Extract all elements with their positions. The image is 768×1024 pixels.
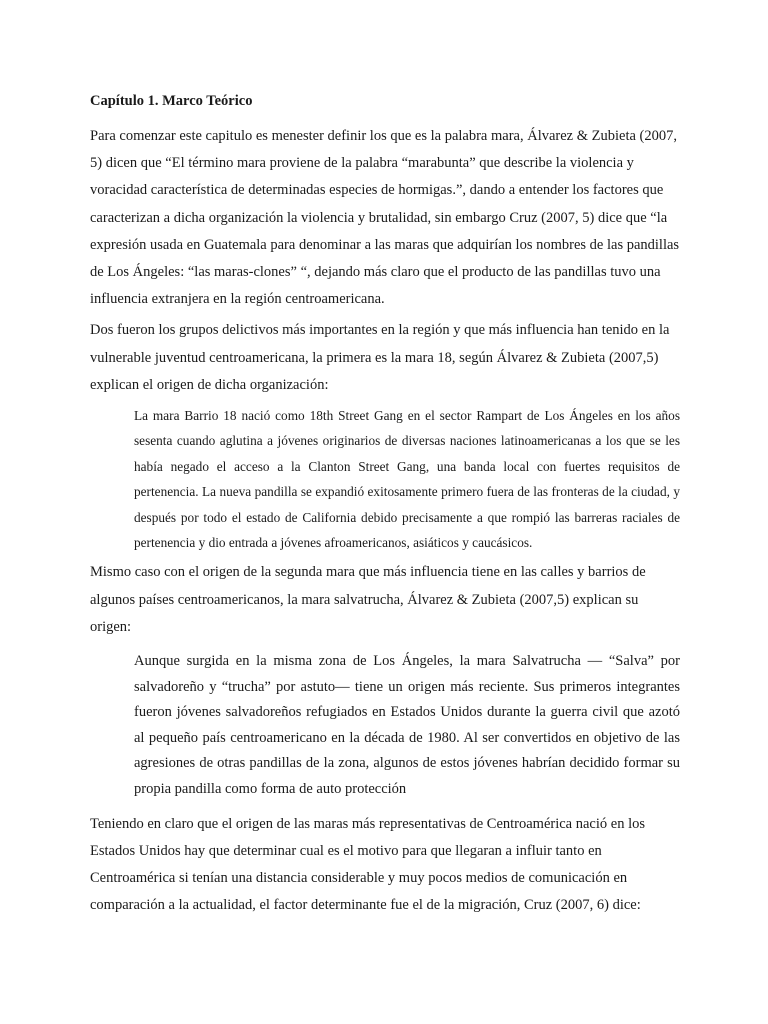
block-quote-barrio-18: La mara Barrio 18 nació como 18th Street Gang en el sector Rampart de Los Ángeles en los años sesenta cuando aglutina a jóvenes originarios de diversas naciones latinoamericanas a los que se les había negado el acceso a la Clanton Street Gang, una banda local con fuertes requisitos de pertenencia. La nueva pandilla se expandió exitosamente primero fuera de las fronteras de la ciudad, y después por todo el estado de California debido precisamente a que rompió las barreras raciales de pertenencia y dio entrada a jóvenes afroamericanos, asiáticos y caucásicos. [134,408,680,551]
block-quote-salvatrucha: Aunque surgida en la misma zona de Los Ángeles, la mara Salvatrucha — “Salva” por salvadoreño y “trucha” por astuto— tiene un origen más reciente. Sus primeros integrantes fueron jóvenes salvadoreños refugiados en Estados Unidos durante la guerra civil que azotó al pequeño país centroamericano en la década de 1980. Al ser convertidos en objetivo de las agresiones de otras pandillas de la zona, algunos de estos jóvenes habrían decidido formar su propia pandilla como forma de auto protección [134,653,680,798]
chapter-title: Capítulo 1. Marco Teórico [90,93,253,109]
paragraph-salvatrucha-intro: Mismo caso con el origen de la segunda mara que más influencia tiene en las calles y barrios de algunos países centroamericanos, la mara salvatrucha, Álvarez & Zubieta (2007,5) explican su origen: [90,564,646,635]
paragraph-migration: Teniendo en claro que el origen de las maras más representativas de Centroamérica nació en los Estados Unidos hay que determinar cual es el motivo para que llegaran a influir tanto en Centroamérica si tenían una distancia considerable y muy pocos medios de comunicación en comparación a la actualidad, el factor determinante fue el de la migración, Cruz (2007, 6) dice: [90,815,645,914]
paragraph-mara-definition: Para comenzar este capitulo es menester definir los que es la palabra mara, Álvarez & Zubieta (2007, 5) dicen que “El término mara proviene de la palabra “marabunta” que describe la violencia y voracidad característica de determinadas especies de hormigas.”, dando a entender los factores que caracterizan a dicha organización la violencia y brutalidad, sin embargo Cruz (2007, 5) dice que “la expresión usada en Guatemala para denominar a las maras que adquirían los nombres de las pandillas de Los Ángeles: “las maras-clones” “, dejando más claro que el producto de las pandillas tuvo una influencia extranjera en la región centroamericana. [90,128,680,308]
document-page [90,90,680,923]
paragraph-mara-18-intro: Dos fueron los grupos delictivos más importantes en la región y que más influencia han tenido en la vulnerable juventud centroamericana, la primera es la mara 18, según Álvarez & Zubieta (2007,5) explican el origen de dicha organización: [90,322,670,393]
